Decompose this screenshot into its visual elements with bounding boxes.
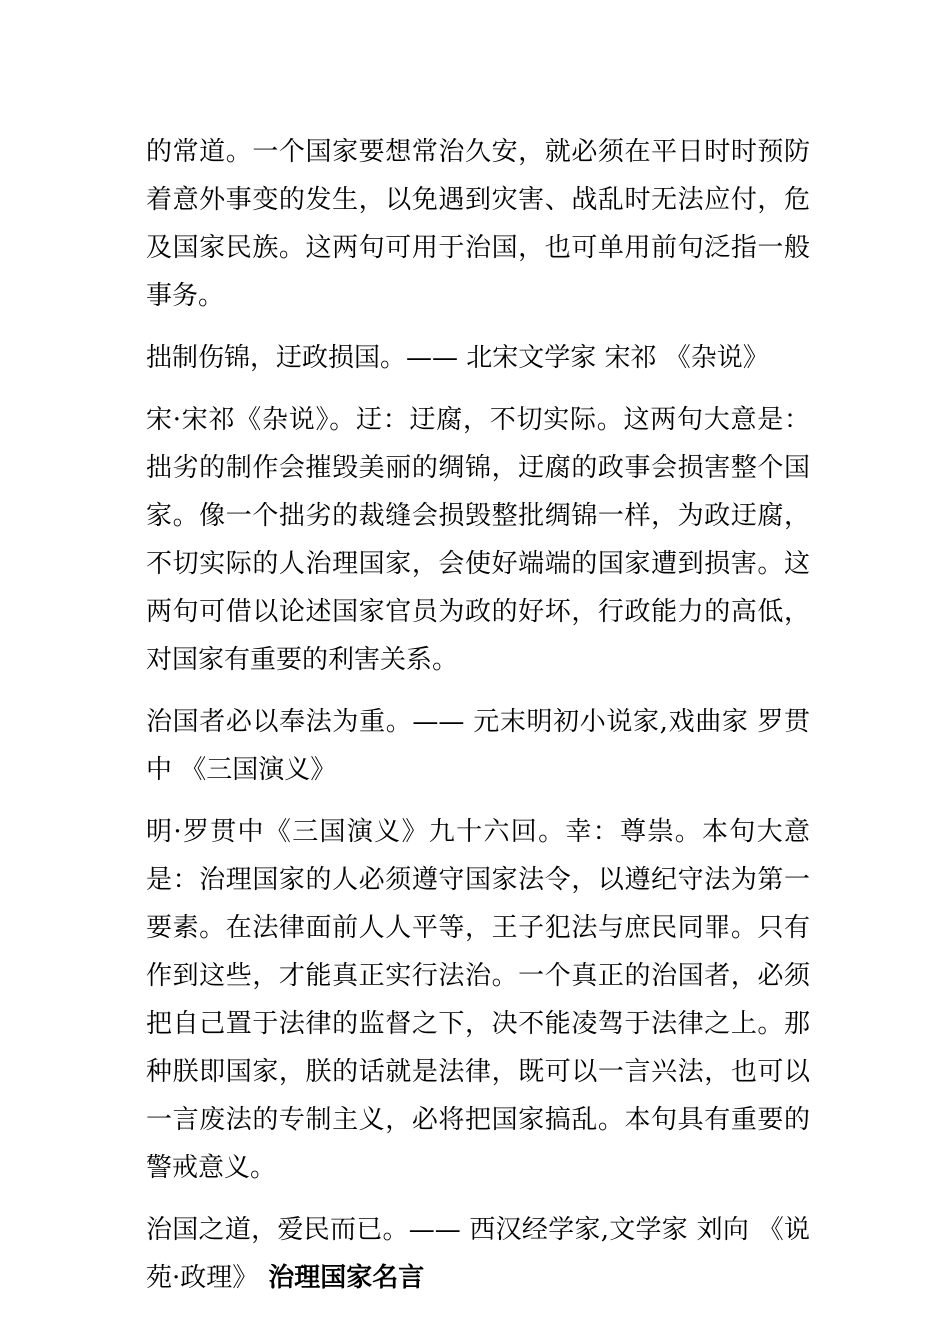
quote-line-with-heading: [146, 1206, 810, 1302]
quote-line: 治国者必以奉法为重。—— 元末明初小说家,戏曲家 罗贯中 《三国演义》: [146, 707, 810, 785]
paragraph-explanation: 宋·宋祁《杂说》。迂：迂腐，不切实际。这两句大意是：拙劣的制作会摧毁美丽的绸锦，迂腐的政事会损害整个国家。像一个拙劣的裁缝会损毁整批绸锦一样，为政迂腐，不切实际的人治理国家，会使好端端的国家遭到损害。这两句可借以论述国家官员为政的好坏，行政能力的高低，对国家有重要的利害关系。: [146, 405, 810, 675]
paragraph-explanation: 的常道。一个国家要想常治久安，就必须在平日时时预防着意外事变的发生，以免遇到灾害、战乱时无法应付，危及国家民族。这两句可用于治国，也可单用前句泛指一般事务。: [146, 137, 810, 311]
quote-line: 拙制伤锦，迂政损国。—— 北宋文学家 宋祁 《杂说》: [146, 343, 769, 373]
quote-text: 治国之道，爱民而已。—— 西汉经学家,文学家 刘向 《说苑·政理》: [146, 1215, 810, 1293]
paragraph-explanation: 明·罗贯中《三国演义》九十六回。幸：尊祟。本句大意是：治理国家的人必须遵守国家法令，以遵纪守法为第一要素。在法律面前人人平等，王子犯法与庶民同罪。只有作到这些，才能真正实行法治。一个真正的治国者，必须把自己置于法律的监督之下，决不能凌驾于法律之上。那种朕即国家，朕的话就是法律，既可以一言兴法，也可以一言废法的专制主义，必将把国家搞乱。本句具有重要的警戒意义。: [146, 817, 810, 1183]
document-page: [146, 128, 810, 1316]
section-heading: 治理国家名言: [268, 1263, 425, 1293]
